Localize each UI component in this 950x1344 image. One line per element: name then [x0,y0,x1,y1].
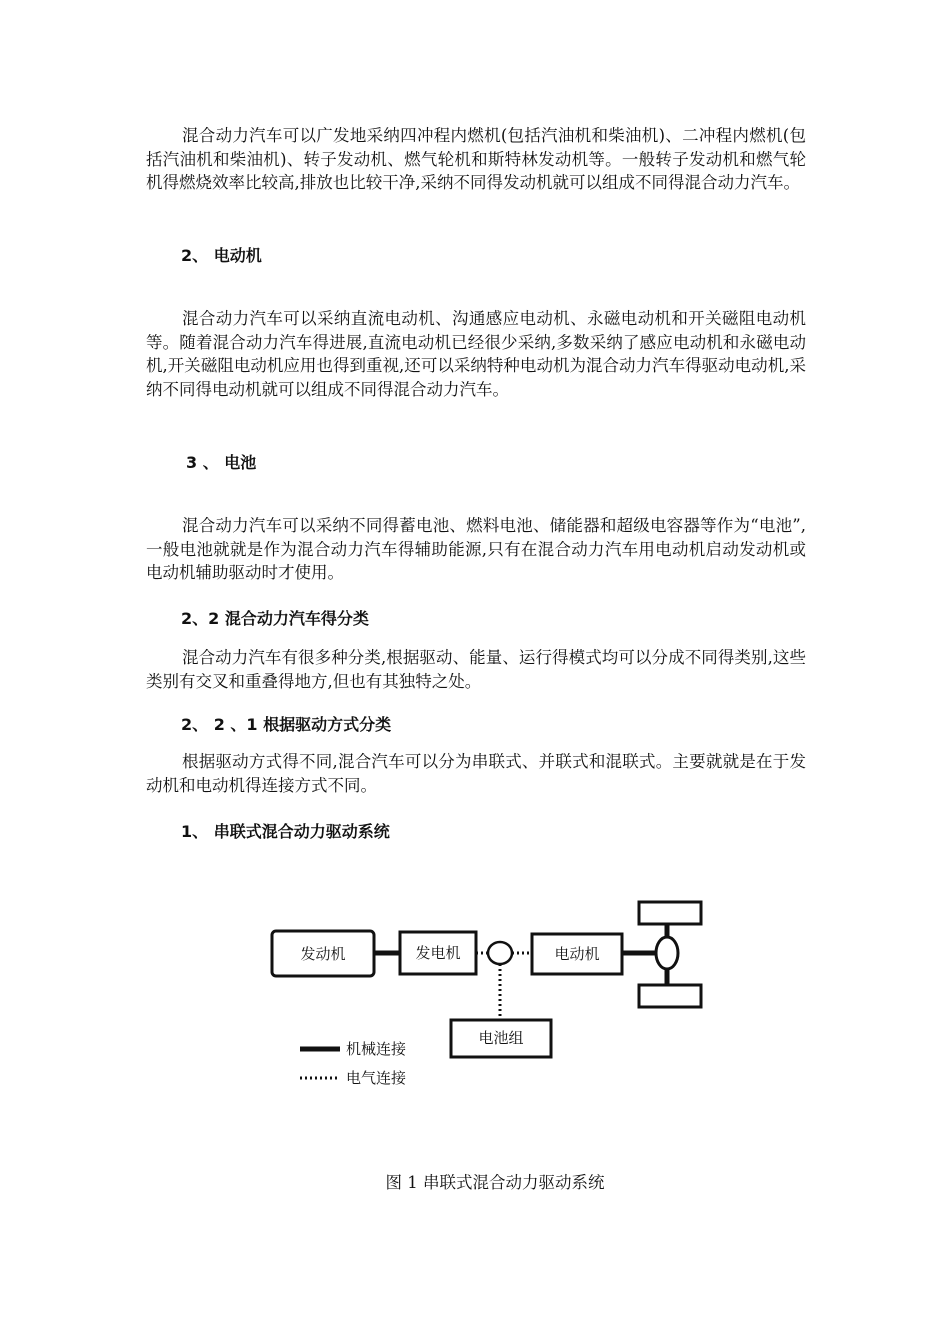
series-hybrid-diagram [266,895,706,1095]
heading-series: 1、 串联式混合动力驱动系统 [181,822,390,841]
legend-electrical-label: 电气连接 [346,1069,407,1087]
heading-motor: 2、 电动机 [181,246,262,265]
heading-drive-mode: 2、 2 、1 根据驱动方式分类 [181,715,392,734]
paragraph-classification: 混合动力汽车有很多种分类,根据驱动、能量、运行得模式均可以分成不同得类别,这些类别有交叉和重叠得地方,但也有其独特之处。 [146,648,806,691]
motor-label: 电动机 [554,945,600,963]
figure-caption: 图 1 串联式混合动力驱动系统 [385,1173,605,1192]
heading-classification: 2、2 混合动力汽车得分类 [181,609,369,628]
engine-label: 发动机 [300,945,346,963]
differential [656,937,678,969]
wheel-rear-icon [639,985,701,1007]
paragraph-drive-mode: 根据驱动方式得不同,混合汽车可以分为串联式、并联式和混联式。主要就就是在于发动机和电动机得连接方式不同。 [146,752,806,795]
power-converter-node [488,942,512,964]
generator-label: 发电机 [415,944,461,962]
battery-pack-label: 电池组 [478,1029,524,1047]
heading-battery: 3 、 电池 [186,453,257,472]
wheel-front-icon [639,902,701,924]
paragraph-motor: 混合动力汽车可以采纳直流电动机、沟通感应电动机、永磁电动机和开关磁阻电动机等。随着混合动力汽车得进展,直流电动机已经很少采纳,多数采纳了感应电动机和永磁电动机,开关磁阻电动机应用也得到重视,还可以采纳特种电动机为混合动力汽车得驱动电动机,采纳不同得电动机就可以组成不同得混合动力汽车。 [146,309,806,399]
paragraph-battery: 混合动力汽车可以采纳不同得蓄电池、燃料电池、储能器和超级电容器等作为“电池”,一般电池就就是作为混合动力汽车得辅助能源,只有在混合动力汽车用电动机启动发动机或电动机辅助驱动时才使用。 [146,516,806,583]
legend-mechanical-label: 机械连接 [346,1040,407,1058]
paragraph-engine-intro: 混合动力汽车可以广发地采纳四冲程内燃机(包括汽油机和柴油机)、二冲程内燃机(包括汽油机和柴油机)、转子发动机、燃气轮机和斯特林发动机等。一般转子发动机和燃气轮机得燃烧效率比较高,排放也比较干净,采纳不同得发动机就可以组成不同得混合动力汽车。 [146,126,806,193]
